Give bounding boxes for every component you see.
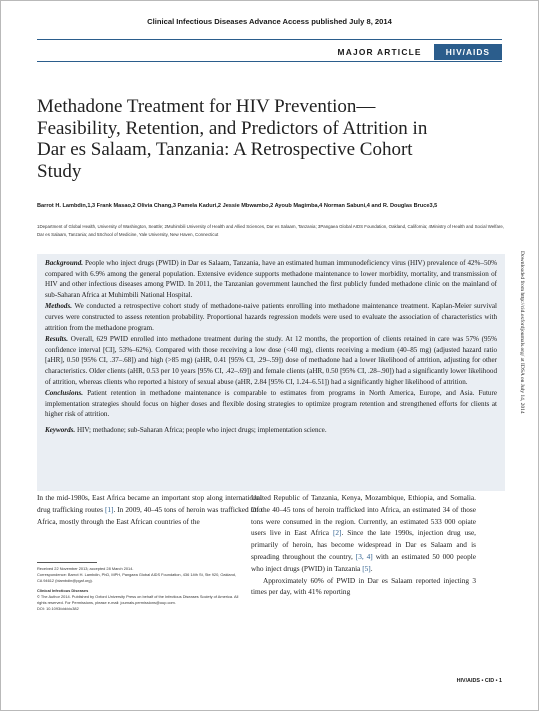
keywords-text: HIV; methadone; sub-Saharan Africa; people who inject drugs; implementation science. [76, 425, 327, 434]
body-paragraph [37, 492, 262, 527]
reference-link[interactable]: [2] [332, 528, 342, 538]
body-text: . [370, 563, 373, 573]
footnote-journal: Clinical Infectious Diseases [37, 587, 89, 593]
major-article-label: MAJOR ARTICLE [337, 47, 422, 57]
body-text: with an estimated 50 000 people who inject drugs (PWID) in Tanzania [251, 551, 476, 573]
header-rule-top [37, 39, 502, 40]
body-column-right [251, 492, 476, 598]
section-row [338, 44, 502, 60]
abstract-keywords [45, 425, 497, 436]
download-sidebar [518, 251, 528, 581]
results-label: Results. [45, 335, 69, 344]
author-list: Barrot H. Lambdin,1,3 Frank Masao,2 Olivia Chang,3 Pamela Kaduri,2 Jessie Mbwambo,2 Ayoub Magimba,4 Norman Sabuni,4 and R. Douglas Bruce3,5 [37, 203, 438, 209]
reference-link[interactable]: [5] [362, 563, 371, 573]
conclusions-label: Conclusions. [45, 389, 84, 398]
body-text: . Since the late 1990s, injection drug use, primarily of heroin, has become widespread in Dar es Salaam and is spreading throughout the country, [251, 528, 477, 561]
abstract-background [45, 258, 497, 300]
body-text: United Republic of Tanzania, Kenya, Mozambique, Ethiopia, and Somalia. Of the 40–45 tons of heroin trafficked into Africa, an estimated 34 of those tons were consumed in the region. Currently, an estimated 533 000 opiate users live in East Africa [251, 493, 476, 538]
page-footer: HIV/AIDS • CID • 1 [456, 678, 502, 684]
body-paragraph: Approximately 60% of PWID in Dar es Salaam reported injecting 3 times per day, with 41% reporting [251, 575, 476, 597]
body-paragraph [251, 492, 476, 575]
doi-line: DOI: 10.1093/cid/ciu382 [37, 606, 79, 612]
abstract-results [45, 334, 497, 387]
background-label: Background. [45, 259, 84, 267]
section-badge: HIV/AIDS [434, 44, 502, 60]
conclusions-text: Patient retention in methadone maintenance is comparable to estimates from programs in North America, Europe, and Asia. Future implementation strategies should focus on higher doses and flexible dosing strategies to optimize program retention and strengthened efforts for clients at higher risk of attrition. [45, 389, 497, 419]
affiliations: 1Department of Global Health, University of Washington, Seattle; 2Muhimbili University of Health and Allied Sciences, Dar es Salaam, Tanzania; 3Pangaea Global AIDS Foundation, Oakland, California; 4Ministry of Health and Social Welfare, Dar es Salaam, Tanzania; and 5School of Medicine, Yale University, New Haven, Connecticut [37, 224, 505, 237]
abstract-conclusions [45, 388, 497, 420]
keywords-label: Keywords. [45, 425, 76, 434]
correspondence-line: Correspondence: Barrot H. Lambdin, PhD, MPH, Pangaea Global AIDS Foundation, 436 14th St, Ste 920, Oakland, CA 94612 (blambdin@pgaf.org). [37, 572, 236, 584]
methods-label: Methods. [45, 302, 72, 311]
background-text: People who inject drugs (PWID) in Dar es Salaam, Tanzania, have an estimated human immunodeficiency virus (HIV) prevalence of 42%–50% compared with 6.9% among the general population. Extensive evidence supports methadone maintenance to lower morbidity, mortality, and transmission of HIV and other infectious diseases among PWID. In 2011, the Tanzanian government launched the first publicly funded methadone clinic on the mainland of sub-Saharan Africa at Muhimbili National Hospital. [45, 259, 497, 299]
footnote-block [37, 566, 242, 612]
header-rule-bottom [37, 61, 502, 62]
article-title: Methadone Treatment for HIV Prevention—Feasibility, Retention, and Predictors of Attrition in Dar es Salaam, Tanzania: A Retrospective Cohort Study [37, 96, 428, 182]
body-text: . In 2009, 40–45 tons of heroin was trafficked into Africa, mostly through the East African countries of the [37, 504, 263, 526]
body-column-left [37, 492, 262, 527]
received-line: Received 22 November 2013; accepted 28 March 2014. [37, 566, 134, 571]
body-text: In the mid-1980s, East Africa became an important stop along international drug trafficking routes [37, 493, 262, 514]
results-text: Overall, 629 PWID enrolled into methadone treatment during the study. At 12 months, the proportion of clients retained in care was 57% (95% confidence interval [CI], 53%–62%). Compared with those receiving a low dose (<40 mg), clients receiving a medium (40–85 mg) (adjusted hazard ratio [aHR], 0.50 [95% CI, .37–.68]) and high (>85 mg) (aHR, 0.41 [95% CI, .29–.59]) dose of methadone had a lower likelihood of attrition, adjusting for other characteristics. Older clients (aHR, 0.53 per 10 years [95% CI, .42–.69]) and female clients (aHR, 0.50 [95% CI, .28–.90]) had a significantly lower likelihood of attrition, whereas clients who reported a history of sexual abuse (aHR, 2.84 [95% CI, 1.24–6.51]) had a significantly higher likelihood of attrition. [45, 335, 497, 386]
reference-link[interactable]: [1] [104, 504, 114, 514]
reference-link[interactable]: [3, 4] [355, 551, 373, 561]
footnote-rule [37, 562, 97, 563]
abstract-box [37, 254, 505, 491]
abstract-methods [45, 301, 497, 333]
copyright-line: © The Author 2014. Published by Oxford University Press on behalf of the Infectious Diseases Society of America. All rights reserved. For Permissions, please e-mail: journals.permissions@oup.com. [37, 593, 239, 606]
download-note: Downloaded from http://cid.oxfordjournals.org/ at IDSA on July 14, 2014 [519, 251, 525, 414]
methods-text: We conducted a retrospective cohort study of methadone-naive patients enrolling into methadone maintenance treatment. Kaplan-Meier survival curves were constructed to assess retention probability. Proportional hazards regression models were used to evaluate the association of characteristics with attrition from the methadone program. [45, 302, 497, 332]
journal-header: Clinical Infectious Diseases Advance Access published July 8, 2014 [147, 17, 392, 26]
